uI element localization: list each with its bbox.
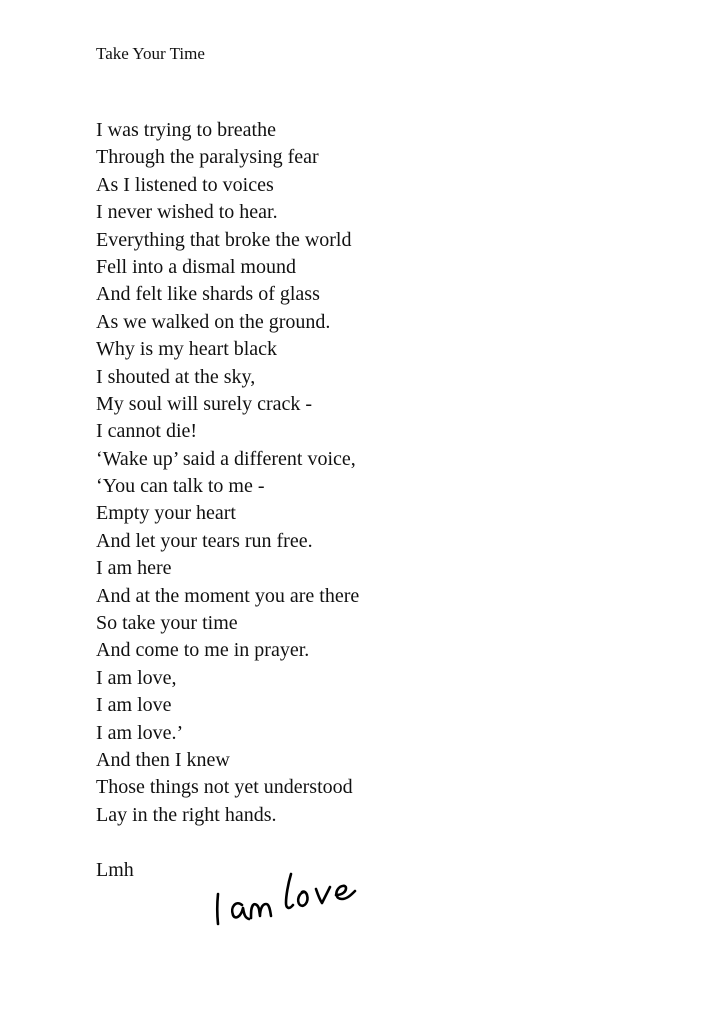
poem-line: Those things not yet understood [96, 776, 353, 799]
poem-line: I never wished to hear. [96, 201, 278, 224]
poem-line: I am love.’ [96, 721, 184, 744]
poem-line: And come to me in prayer. [96, 639, 310, 662]
poem-line: ‘Wake up’ said a different voice, [96, 447, 356, 470]
poem-line: Everything that broke the world [96, 228, 352, 251]
author-initials: Lmh [96, 859, 134, 881]
poem-line: I am here [96, 557, 172, 580]
handwritten-signature [206, 858, 370, 932]
poem-line: I am love [96, 694, 172, 717]
poem-line: I was trying to breathe [96, 119, 276, 141]
poem-line: I shouted at the sky, [96, 365, 256, 388]
poem-line: And let your tears run free. [96, 529, 313, 552]
poem-line: My soul will surely crack - [96, 392, 313, 415]
poem-title: Take Your Time [96, 44, 205, 63]
poem-line: So take your time [96, 612, 238, 635]
poem-line: As we walked on the ground. [96, 310, 331, 333]
poem-line: Empty your heart [96, 502, 236, 525]
poem-line: Through the paralysing fear [96, 146, 319, 169]
poem-line: I am love, [96, 666, 177, 689]
poem-line: And then I knew [96, 748, 230, 771]
poem-body [96, 117, 359, 829]
poem-line: And at the moment you are there [96, 584, 360, 607]
poem-line: Lay in the right hands. [96, 803, 277, 826]
poem-line: As I listened to voices [96, 173, 274, 196]
poem-line: Why is my heart black [96, 338, 278, 361]
poem-line: I cannot die! [96, 420, 198, 443]
poem-line: And felt like shards of glass [96, 283, 320, 306]
poem-line: ‘You can talk to me - [96, 475, 265, 498]
poem-line: Fell into a dismal mound [96, 255, 296, 278]
